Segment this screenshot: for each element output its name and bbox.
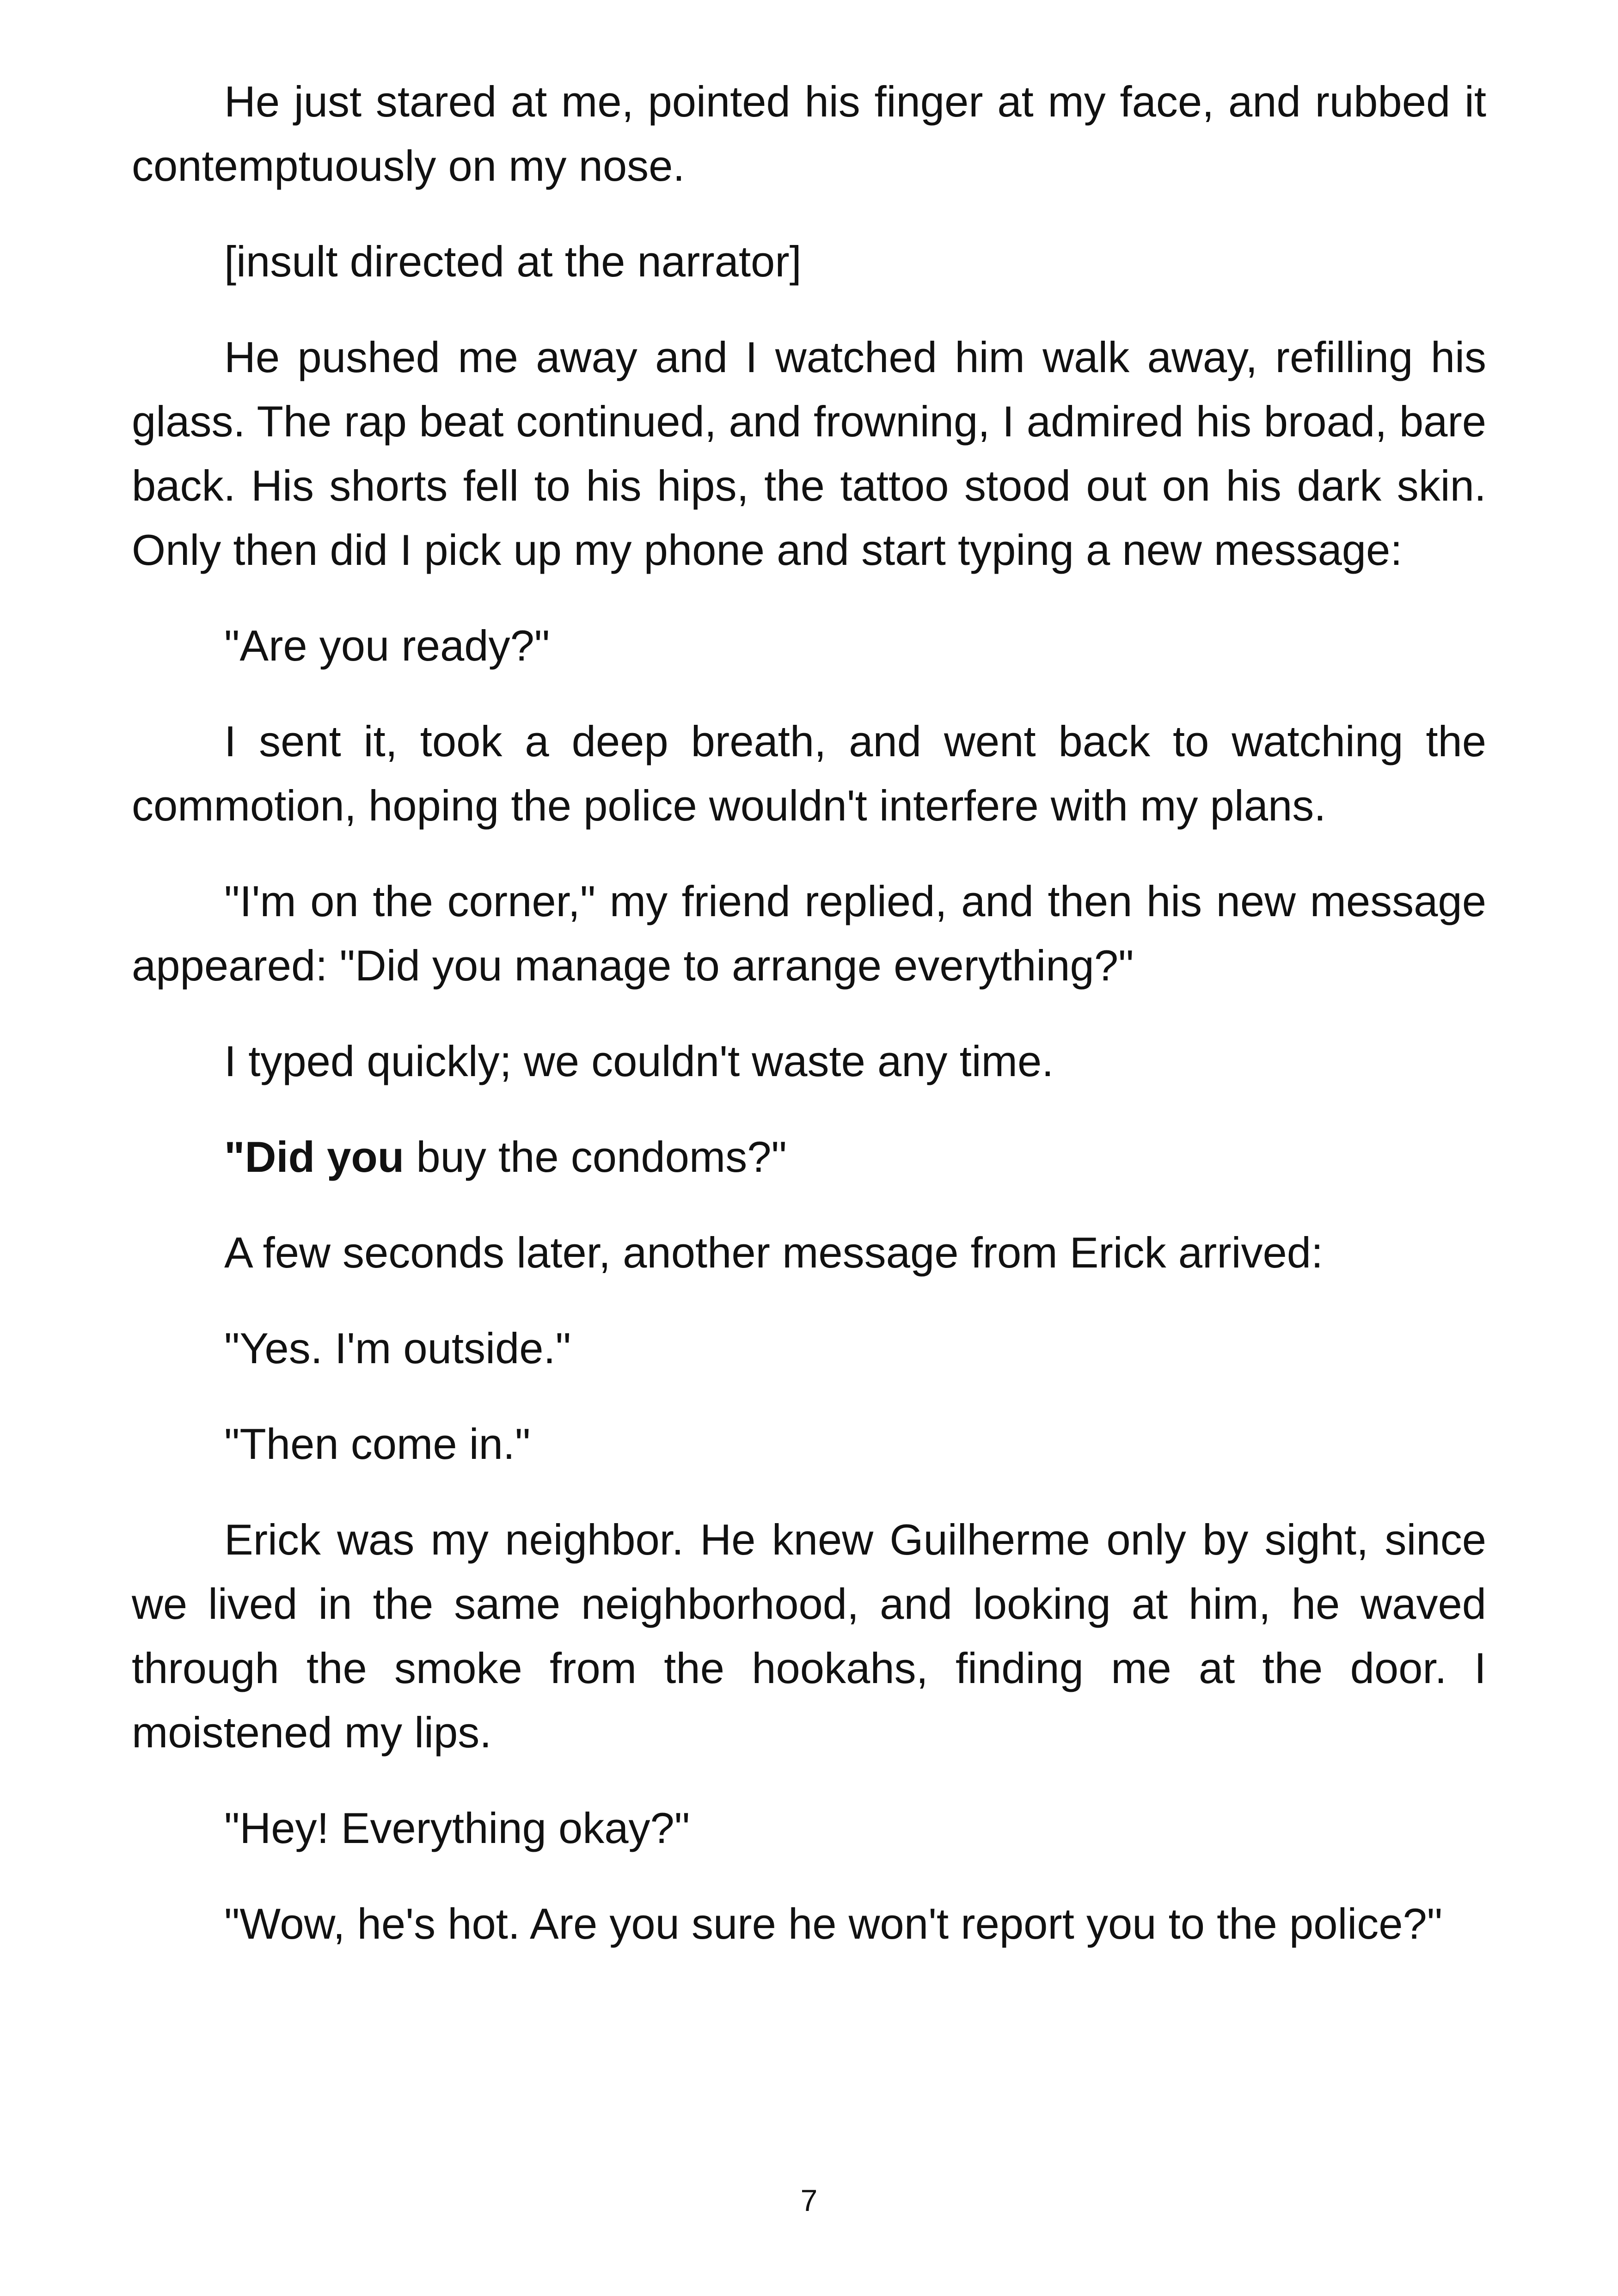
paragraph: He just stared at me, pointed his finger at my face, and rubbed it contemptuously on my nose. [132,77,1486,190]
paragraph-text: buy the condoms?" [404,1133,787,1181]
paragraph: "Wow, he's hot. Are you sure he won't report you to the police?" [224,1899,1443,1948]
paragraph: "I'm on the corner," my friend replied, and then his new message appeared: "Did you manage to arrange everything?" [132,877,1486,990]
paragraph: He pushed me away and I watched him walk away, refilling his glass. The rap beat continued, and frowning, I admired his broad, bare back. His shorts fell to his hips, the tattoo stood out on his dark skin. Only then did I pick up my phone and start typing a new message: [132,333,1486,574]
paragraph: "Then come in." [224,1420,531,1468]
paragraph: "Are you ready?" [224,621,550,670]
paragraph: A few seconds later, another message from Erick arrived: [224,1228,1324,1277]
paragraph: I typed quickly; we couldn't waste any time. [224,1037,1054,1085]
paragraph: Erick was my neighbor. He knew Guilherme only by sight, since we lived in the same neighborhood, and looking at him, he waved through the smoke from the hookahs, finding me at the door. I moistened my lips. [132,1515,1486,1757]
bold-text: "Did you [224,1133,404,1181]
page-number: 7 [800,2183,818,2217]
paragraph: "Yes. I'm outside." [224,1324,571,1372]
page-body [132,69,1486,1987]
paragraph: I sent it, took a deep breath, and went back to watching the commotion, hoping the police wouldn't interfere with my plans. [132,717,1486,830]
paragraph: [insult directed at the narrator] [224,237,802,286]
paragraph [132,1125,1486,1189]
paragraph: "Hey! Everything okay?" [224,1804,690,1852]
